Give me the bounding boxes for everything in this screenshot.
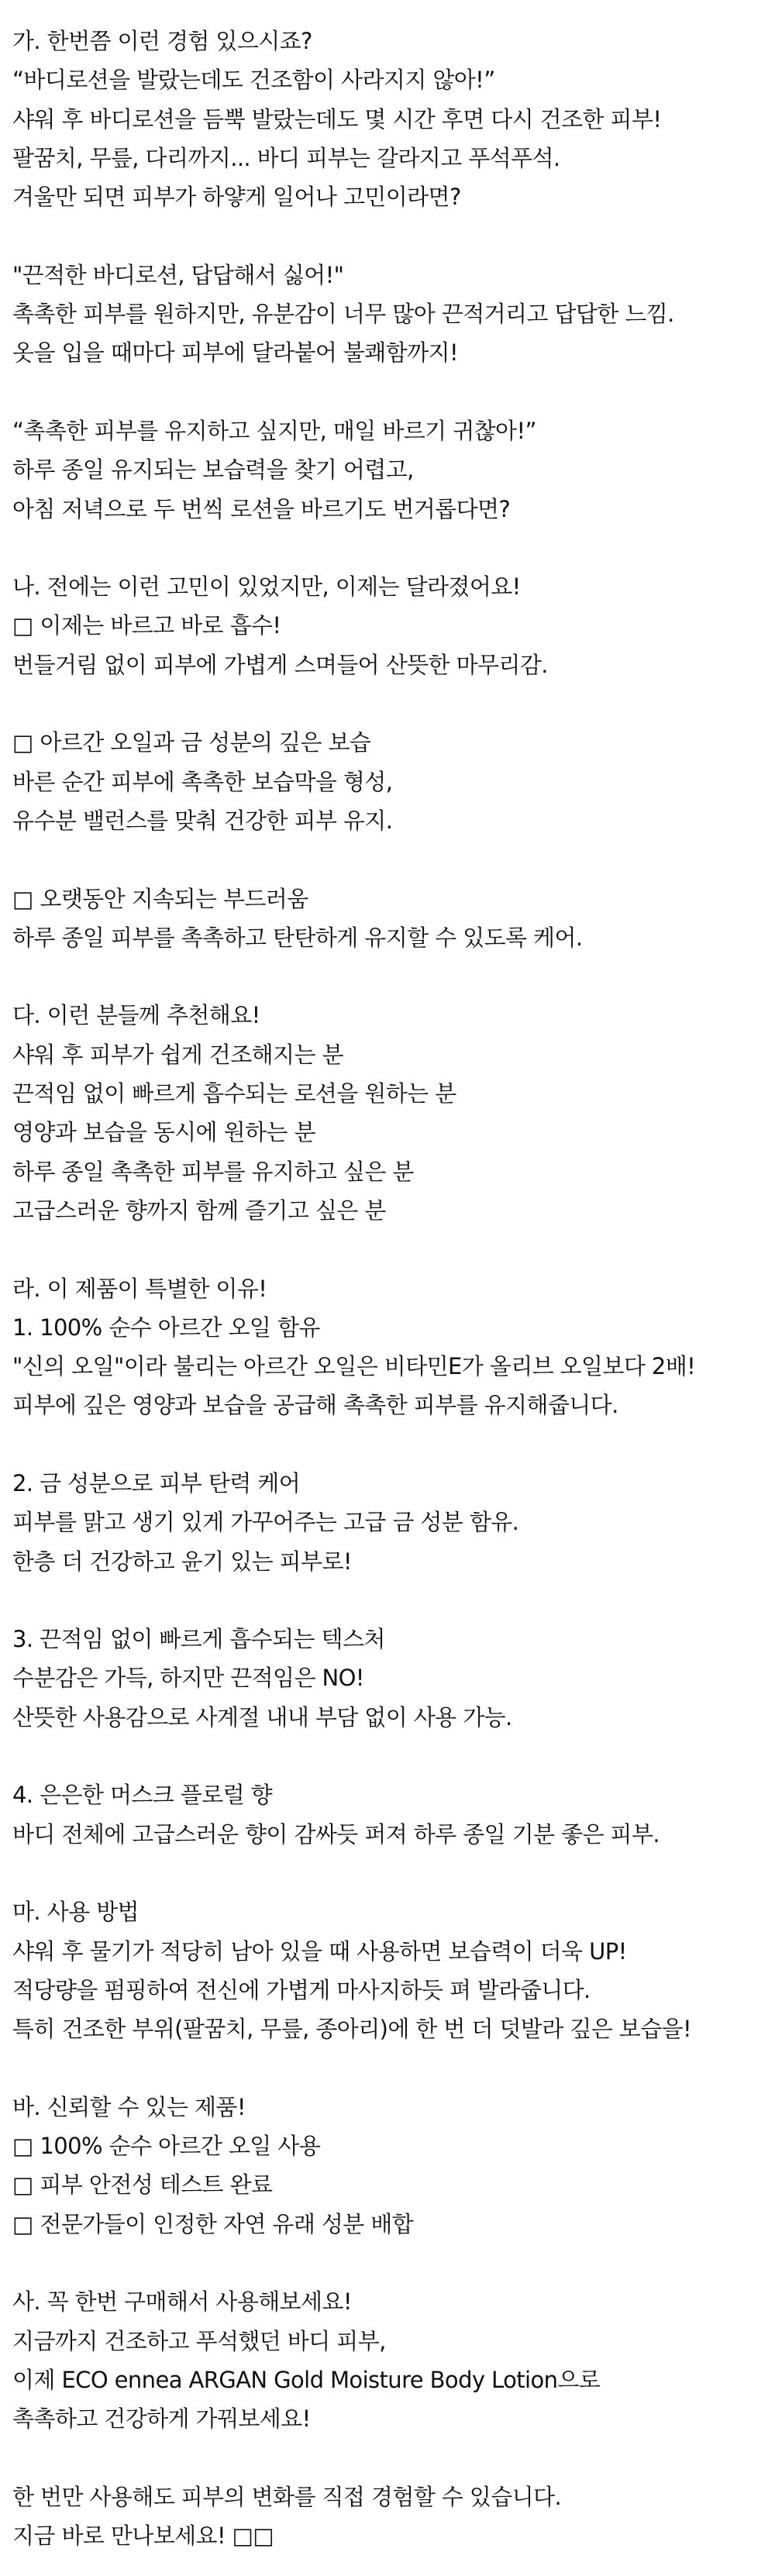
text-line: 바. 신뢰할 수 있는 제품!	[12, 2093, 246, 2120]
text-line: "신의 오일"이라 불리는 아르간 오일은 비타민E가 올리브 오일보다 2배!	[12, 1353, 696, 1380]
text-line: 1. 100% 순수 아르간 오일 함유	[12, 1314, 320, 1341]
text-line: 특히 건조한 부위(팔꿈치, 무릎, 종아리)에 한 번 더 덧발라 깊은 보습을!	[12, 2016, 692, 2043]
text-line: “촉촉한 피부를 유지하고 싶지만, 매일 바르기 귀찮아!”	[12, 417, 536, 444]
text-line: 아침 저녁으로 두 번씩 로션을 바르기도 번거롭다면?	[12, 495, 511, 522]
text-line: □ 이제는 바르고 바로 흡수!	[12, 612, 281, 639]
blank-line	[12, 1230, 763, 1269]
blank-line	[12, 2438, 763, 2477]
blank-line	[12, 2048, 763, 2087]
text-line: 다. 이런 분들께 추천해요!	[12, 1002, 260, 1029]
text-line: 하루 종일 촉촉한 피부를 유지하고 싶은 분	[12, 1158, 414, 1185]
text-line: 피부를 맑고 생기 있게 가꾸어주는 고급 금 성분 함유.	[12, 1509, 519, 1536]
text-line: 지금까지 건조하고 푸석했던 바디 피부,	[12, 2327, 386, 2354]
blank-line	[12, 1737, 763, 1775]
text-line: 사. 꼭 한번 구매해서 사용해보세요!	[12, 2288, 352, 2316]
text-line: 고급스러운 향까지 함께 즐기고 싶은 분	[12, 1197, 386, 1224]
text-line: 번들거림 없이 피부에 가볍게 스며들어 산뜻한 마무리감.	[12, 651, 548, 678]
text-line: 지금 바로 만나보세요! □□	[12, 2523, 274, 2549]
text-line: 유수분 밸런스를 맞춰 건강한 피부 유지.	[12, 807, 393, 834]
text-line: 적당량을 펌핑하여 전신에 가볍게 마사지하듯 펴 발라줍니다.	[12, 1976, 591, 2003]
text-line: 촉촉하고 건강하게 가꿔보세요!	[12, 2406, 311, 2433]
text-line: "끈적한 바디로션, 답답해서 싫어!"	[12, 261, 344, 288]
text-line: 산뜻한 사용감으로 사계절 내내 부담 없이 사용 가능.	[12, 1703, 512, 1731]
blank-line	[12, 957, 763, 996]
text-line: 라. 이 제품이 특별한 이유!	[12, 1275, 267, 1302]
text-line: 팔꿈치, 무릎, 다리까지... 바디 피부는 갈라지고 푸석푸석.	[12, 144, 560, 171]
text-line: □ 피부 안전성 테스트 완료	[12, 2171, 273, 2199]
text-line: 촉촉한 피부를 원하지만, 유분감이 너무 많아 끈적거리고 답답한 느낌.	[12, 301, 674, 328]
blank-line	[12, 1581, 763, 1620]
text-line: □ 오랫동안 지속되는 부드러움	[12, 885, 308, 912]
text-line: 옷을 입을 때마다 피부에 달라붙어 불쾌함까지!	[12, 339, 458, 367]
blank-line	[12, 216, 763, 255]
text-line: 마. 사용 방법	[12, 1899, 139, 1926]
text-line: 2. 금 성분으로 피부 탄력 케어	[12, 1469, 301, 1496]
text-line: 3. 끈적임 없이 빠르게 흡수되는 텍스처	[12, 1626, 385, 1653]
text-line: “바디로션을 발랐는데도 건조함이 사라지지 않아!”	[12, 67, 495, 94]
text-line: 한층 더 건강하고 윤기 있는 피부로!	[12, 1548, 352, 1575]
text-line: 바디 전체에 고급스러운 향이 감싸듯 퍼져 하루 종일 기분 좋은 피부.	[12, 1820, 660, 1848]
text-line: □ 100% 순수 아르간 오일 사용	[12, 2133, 321, 2160]
text-line: 하루 종일 유지되는 보습력을 찾기 어렵고,	[12, 456, 414, 484]
text-line: □ 아르간 오일과 금 성분의 깊은 보습	[12, 729, 371, 756]
text-line: 겨울만 되면 피부가 하얗게 일어나 고민이라면?	[12, 184, 461, 211]
text-line: 샤워 후 물기가 적당히 남아 있을 때 사용하면 보습력이 더욱 UP!	[12, 1937, 627, 1965]
text-line: 이제 ECO ennea ARGAN Gold Moisture Body Lotion으로	[12, 2366, 601, 2393]
text-line: 영양과 보습을 동시에 원하는 분	[12, 1119, 315, 1146]
text-line: 4. 은은한 머스크 플로럴 향	[12, 1782, 273, 1809]
text-line: 수분감은 가득, 하지만 끈적임은 NO!	[12, 1665, 364, 1692]
text-line: 가. 한번쯤 이런 경험 있으시죠?	[12, 28, 312, 54]
text-line: 한 번만 사용해도 피부의 변화를 직접 경험할 수 있습니다.	[12, 2483, 562, 2510]
text-line: 끈적임 없이 빠르게 흡수되는 로션을 원하는 분	[12, 1080, 456, 1107]
text-line: 바른 순간 피부에 촉촉한 보습막을 형성,	[12, 768, 393, 795]
text-line: □ 전문가들이 인정한 자연 유래 성분 배합	[12, 2210, 414, 2237]
text-line: 하루 종일 피부를 촉촉하고 탄탄하게 유지할 수 있도록 케어.	[12, 924, 583, 951]
blank-line	[12, 373, 763, 412]
blank-line	[12, 2244, 763, 2282]
text-line: 샤워 후 바디로션을 듬뿍 발랐는데도 몇 시간 후면 다시 건조한 피부!	[12, 105, 662, 133]
blank-line	[12, 684, 763, 723]
blank-line	[12, 1425, 763, 1464]
blank-line	[12, 840, 763, 879]
blank-line	[12, 529, 763, 567]
text-line: 피부에 깊은 영양과 보습을 공급해 촉촉한 피부를 유지해줍니다.	[12, 1392, 618, 1419]
blank-line	[12, 1854, 763, 1892]
text-line: 샤워 후 피부가 쉽게 건조해지는 분	[12, 1041, 343, 1068]
text-line: 나. 전에는 이런 고민이 있었지만, 이제는 달라졌어요!	[12, 573, 521, 601]
